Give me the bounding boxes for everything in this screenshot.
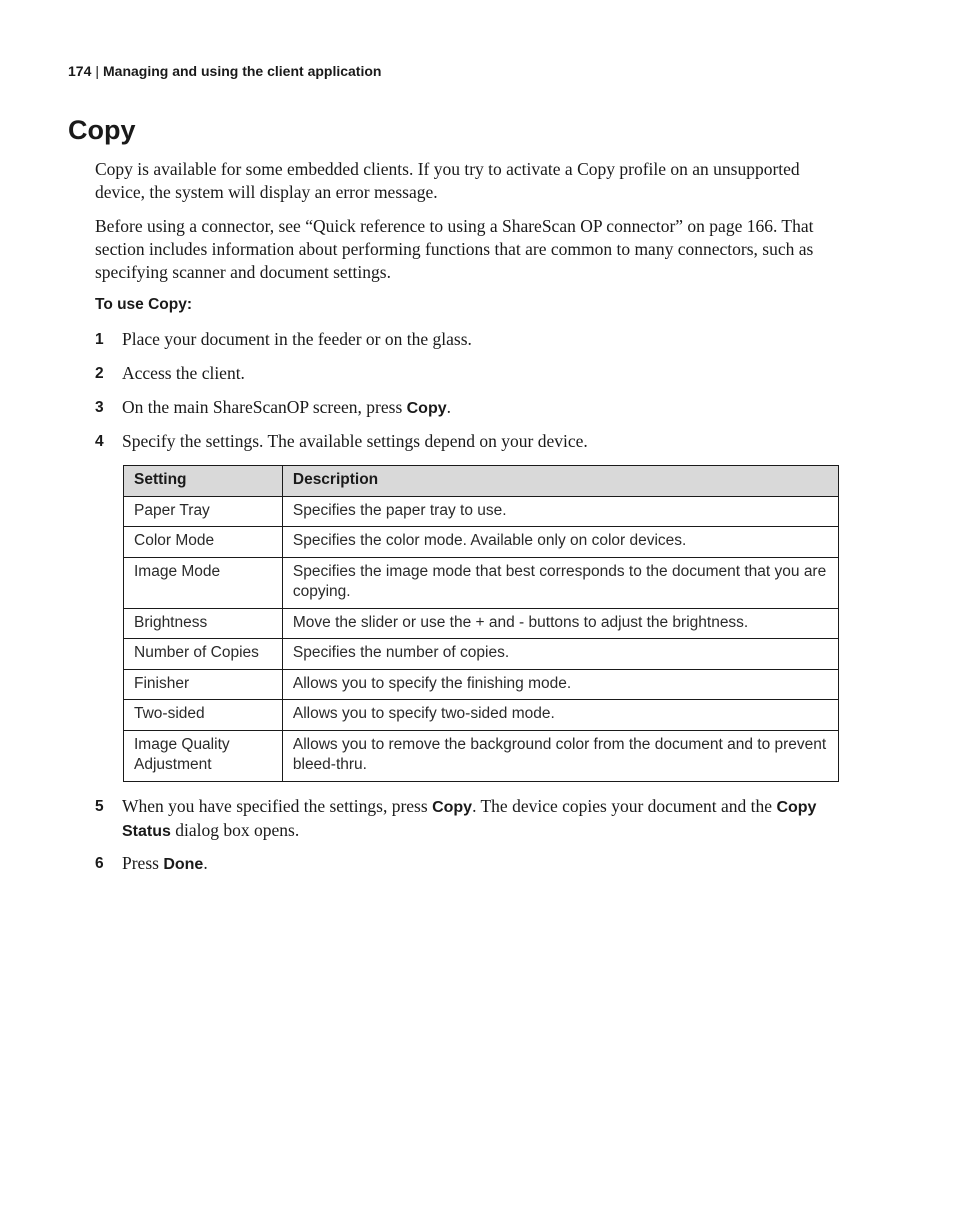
step-number: 2 — [95, 365, 104, 382]
step-text: Specify the settings. The available settings depend on your device. — [122, 431, 588, 451]
step-number: 6 — [95, 855, 104, 872]
setting-cell: Paper Tray — [124, 496, 283, 527]
setting-cell: Color Mode — [124, 527, 283, 558]
copy-button-reference: Copy — [432, 799, 473, 816]
table-header-row — [124, 466, 839, 497]
intro-paragraph: Copy is available for some embedded clients. If you try to activate a Copy profile on an unsupported device, the system will display an error message. — [95, 159, 800, 202]
table-row — [124, 730, 839, 781]
table-row — [124, 527, 839, 558]
step-text-pre: When you have specified the settings, press — [122, 796, 433, 816]
setting-cell: Finisher — [124, 669, 283, 700]
step-number: 3 — [95, 399, 104, 416]
step-text-pre: Press — [122, 853, 164, 873]
setting-cell: Image Quality Adjustment — [124, 730, 283, 781]
description-cell: Specifies the image mode that best corresponds to the document that you are copying. — [282, 557, 838, 608]
column-header-description: Description — [282, 466, 838, 497]
step-1 — [95, 328, 840, 351]
header-separator: | — [95, 63, 99, 79]
step-text-pre: On the main ShareScanOP screen, press — [122, 397, 407, 417]
copy-button-reference: Copy — [406, 400, 447, 417]
step-5 — [95, 795, 840, 843]
setting-cell: Brightness — [124, 608, 283, 639]
step-2 — [95, 362, 840, 385]
step-text-mid: . The device copies your document and the — [472, 796, 777, 816]
copy-status-dialog-reference: Copy Status — [122, 799, 817, 840]
done-button-reference: Done — [163, 856, 204, 873]
description-cell: Allows you to remove the background color from the document and to prevent bleed-thru. — [282, 730, 838, 781]
step-text — [122, 396, 840, 420]
connector-reference-paragraph: Before using a connector, see “Quick reference to using a ShareScan OP connector” on page 166. That section includes information about performing functions that are common to many connectors, such as specifying scanner and document settings. — [95, 216, 814, 282]
procedure-heading: To use Copy: — [95, 296, 193, 313]
step-text-post: dialog box opens. — [170, 820, 300, 840]
step-number: 4 — [95, 433, 104, 450]
table-row — [124, 639, 839, 670]
page-number: 174 — [68, 63, 92, 79]
step-3 — [95, 396, 840, 420]
running-header — [68, 63, 381, 79]
table-row — [124, 557, 839, 608]
table-row — [124, 608, 839, 639]
table-row — [124, 669, 839, 700]
step-text: Place your document in the feeder or on the glass. — [122, 329, 472, 349]
description-cell: Specifies the number of copies. — [282, 639, 838, 670]
setting-cell: Image Mode — [124, 557, 283, 608]
settings-table — [123, 465, 839, 782]
description-cell: Move the slider or use the + and - buttons to adjust the brightness. — [282, 608, 838, 639]
description-cell: Allows you to specify two-sided mode. — [282, 700, 838, 731]
table-row — [124, 700, 839, 731]
table-row — [124, 496, 839, 527]
setting-cell: Number of Copies — [124, 639, 283, 670]
chapter-title: Managing and using the client application — [103, 63, 382, 79]
step-number: 1 — [95, 331, 104, 348]
setting-cell: Two-sided — [124, 700, 283, 731]
step-text — [122, 795, 840, 843]
description-cell: Specifies the paper tray to use. — [282, 496, 838, 527]
step-4 — [95, 430, 840, 453]
step-6 — [95, 852, 840, 876]
step-text: Access the client. — [122, 363, 245, 383]
step-text-post: . — [203, 853, 208, 873]
step-number: 5 — [95, 798, 104, 815]
description-cell: Allows you to specify the finishing mode. — [282, 669, 838, 700]
step-text — [122, 852, 840, 876]
section-title: Copy — [68, 115, 136, 145]
step-text-post: . — [446, 397, 451, 417]
description-cell: Specifies the color mode. Available only on color devices. — [282, 527, 838, 558]
column-header-setting: Setting — [124, 466, 283, 497]
